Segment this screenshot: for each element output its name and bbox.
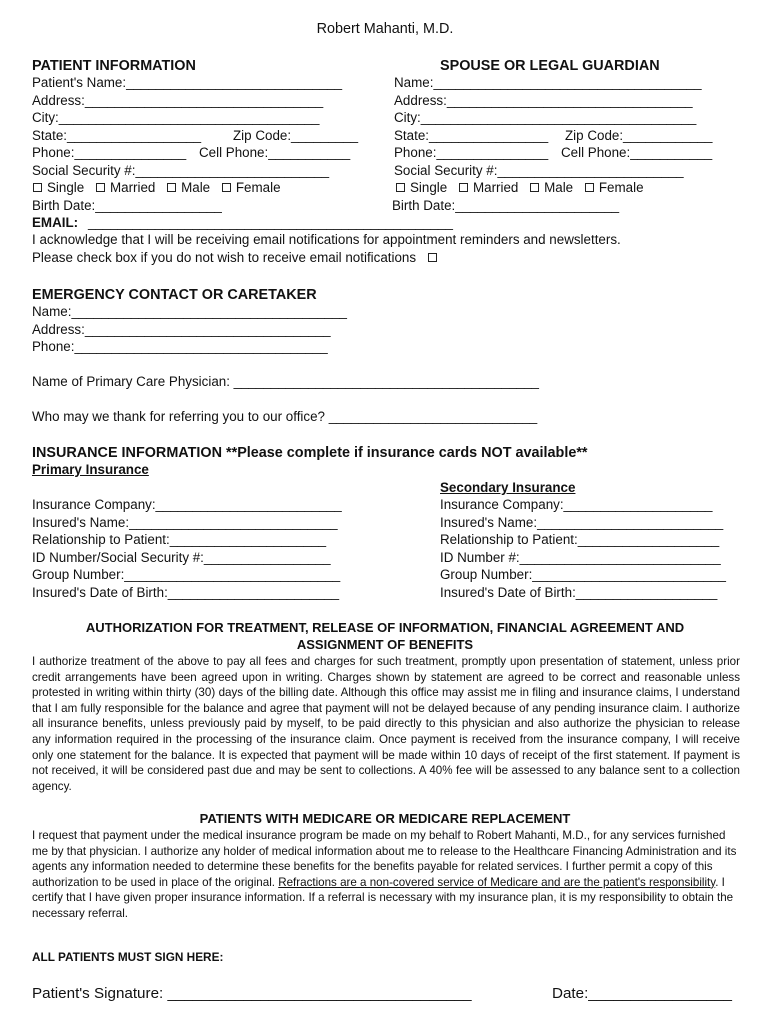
email-optout-line (32, 249, 442, 266)
medicare-heading: PATIENTS WITH MEDICARE OR MEDICARE REPLACEMENT (199, 811, 571, 826)
email-field[interactable]: _________________________________________________ (88, 214, 453, 230)
patient-cell-field[interactable]: Cell Phone:___________ (199, 145, 351, 160)
spouse-single-option[interactable]: Single (395, 180, 447, 195)
medicare-refractions-notice: Refractions are a non-covered service of Medicare and are the patient's responsibility (278, 875, 716, 889)
authorization-heading-line1: AUTHORIZATION FOR TREATMENT, RELEASE OF INFORMATION, FINANCIAL AGREEMENT AND (85, 620, 685, 635)
spouse-married-option[interactable]: Married (458, 180, 518, 195)
spouse-birth-date-field[interactable]: Birth Date:______________________ (392, 197, 620, 213)
primary-company-field[interactable]: Insurance Company:_________________________ (32, 497, 342, 512)
checkbox-icon[interactable] (530, 183, 539, 192)
patient-ssn-field[interactable]: Social Security #:__________________________ (32, 162, 330, 178)
checkbox-icon[interactable] (167, 183, 176, 192)
checkbox-icon[interactable] (459, 183, 468, 192)
referral-field[interactable]: Who may we thank for referring you to our office? ____________________________ (32, 409, 538, 424)
checkbox-icon[interactable] (396, 183, 405, 192)
secondary-insured-name-field[interactable]: Insured's Name:_________________________ (440, 514, 724, 530)
medicare-body-part1: I request that payment under the medical insurance program be made on my behalf to Robert Mahanti, M.D., for any services furnished me by that physician. I authorize any holder of medical information about me to release to the Healthcare Financing Administration and its agents any information needed to determine these benefits for the benefits payable for related services. I further permit a copy of this authorization to be used in place of the original. (32, 829, 737, 889)
spouse-address-field[interactable]: Address:_________________________________ (394, 92, 693, 108)
insurance-heading: INSURANCE INFORMATION **Please complete if insurance cards NOT available** (32, 445, 588, 461)
patient-status-options (32, 179, 288, 196)
email-label: EMAIL: (32, 214, 79, 230)
secondary-company-field[interactable]: Insurance Company:____________________ (440, 497, 713, 512)
primary-id-field[interactable]: ID Number/Social Security #:_________________ (32, 549, 331, 565)
patient-birth-date-field[interactable]: Birth Date:_________________ (32, 197, 222, 213)
checkbox-icon[interactable] (585, 183, 594, 192)
primary-insurance-title: Primary Insurance (32, 462, 149, 477)
patient-city-field[interactable]: City:___________________________________ (32, 110, 320, 125)
secondary-dob-field[interactable]: Insured's Date of Birth:___________________ (440, 584, 718, 600)
secondary-relationship-field[interactable]: Relationship to Patient:___________________ (440, 532, 720, 547)
authorization-body: I authorize treatment of the above to pay all fees and charges for such treatment, promptly upon presentation of statement, unless prior credit arrangements have been agreed upon in writing. Charges shown by statement are agreed to be correct and reasonable unless protested in writing within thirty (30) days of the billing date. Although this office may assist me in filing and insurance claims, I understand that I am fully responsible for the balance and agree that payment will not be delayed because of any pending insurance claim. I authorize all insurance benefits, unless previously paid by myself, to be paid directly to this physician and also authorize the physician to release any information required in the processing of the insurance claim. Once payment is received from the insurance company, I will receive only one statement for the balance. It is expected that payment will be made within 10 days of receipt of the first statement. If payment is not received, it will be considered past due and may be sent to collections. A 40% fee will be assessed to any balance sent to a collection agency. (32, 655, 740, 793)
spouse-heading: SPOUSE OR LEGAL GUARDIAN (440, 58, 660, 74)
emergency-heading: EMERGENCY CONTACT OR CARETAKER (32, 287, 317, 303)
emergency-name-field[interactable]: Name:_____________________________________ (32, 304, 347, 319)
patient-address-field[interactable]: Address:________________________________ (32, 92, 324, 108)
email-acknowledgement: I acknowledge that I will be receiving email notifications for appointment reminders and newsletters. (32, 232, 621, 247)
spouse-cell-field[interactable]: Cell Phone:___________ (561, 145, 713, 160)
emergency-phone-field[interactable]: Phone:__________________________________ (32, 339, 328, 354)
spouse-male-option[interactable]: Male (529, 180, 573, 195)
primary-group-field[interactable]: Group Number:_____________________________ (32, 567, 341, 582)
patient-zip-field[interactable]: Zip Code:_________ (233, 127, 359, 143)
signature-heading: ALL PATIENTS MUST SIGN HERE: (32, 950, 224, 964)
checkbox-icon[interactable] (96, 183, 105, 192)
patient-heading: PATIENT INFORMATION (32, 58, 196, 74)
patient-single-option[interactable]: Single (32, 180, 84, 195)
signature-date-field[interactable]: Date:_________________ (552, 985, 732, 1002)
email-optout-checkbox[interactable] (428, 253, 437, 262)
secondary-group-field[interactable]: Group Number:__________________________ (440, 567, 726, 582)
patient-female-option[interactable]: Female (221, 180, 281, 195)
primary-insured-name-field[interactable]: Insured's Name:____________________________ (32, 514, 338, 530)
primary-physician-field[interactable]: Name of Primary Care Physician: _________________________________________ (32, 374, 540, 389)
medicare-body (32, 828, 740, 922)
primary-relationship-field[interactable]: Relationship to Patient:_____________________ (32, 532, 327, 547)
page-title: Robert Mahanti, M.D. (316, 21, 454, 37)
checkbox-icon[interactable] (222, 183, 231, 192)
authorization-heading-line2: ASSIGNMENT OF BENEFITS (296, 637, 474, 652)
secondary-id-field[interactable]: ID Number #:___________________________ (440, 549, 721, 565)
medicare-body-part2: . I certify that I have given proper insurance information. If a referral is necessary with my insurance plan, it is my responsibility to obtain the necessary referral. (32, 875, 734, 920)
patient-married-option[interactable]: Married (95, 180, 155, 195)
spouse-female-option[interactable]: Female (584, 180, 644, 195)
spouse-state-field[interactable]: State:________________ (394, 127, 549, 143)
spouse-city-field[interactable]: City:_____________________________________ (394, 110, 697, 125)
spouse-ssn-field[interactable]: Social Security #:_________________________ (394, 162, 684, 178)
patient-signature-field[interactable]: Patient's Signature: ____________________________________ (32, 985, 472, 1002)
secondary-insurance-title: Secondary Insurance (440, 480, 576, 495)
spouse-phone-field[interactable]: Phone:_______________ (394, 145, 549, 160)
spouse-zip-field[interactable]: Zip Code:____________ (565, 127, 713, 143)
patient-name-field[interactable]: Patient's Name:_____________________________ (32, 75, 343, 90)
emergency-address-field[interactable]: Address:_________________________________ (32, 321, 331, 337)
email-optout-text: Please check box if you do not wish to receive email notifications (32, 249, 417, 265)
patient-phone-field[interactable]: Phone:_______________ (32, 145, 187, 160)
patient-state-field[interactable]: State:__________________ (32, 127, 202, 143)
patient-male-option[interactable]: Male (166, 180, 210, 195)
spouse-name-field[interactable]: Name:____________________________________ (394, 75, 702, 90)
primary-dob-field[interactable]: Insured's Date of Birth:_______________________ (32, 584, 340, 600)
checkbox-icon[interactable] (33, 183, 42, 192)
spouse-status-options (395, 179, 651, 196)
